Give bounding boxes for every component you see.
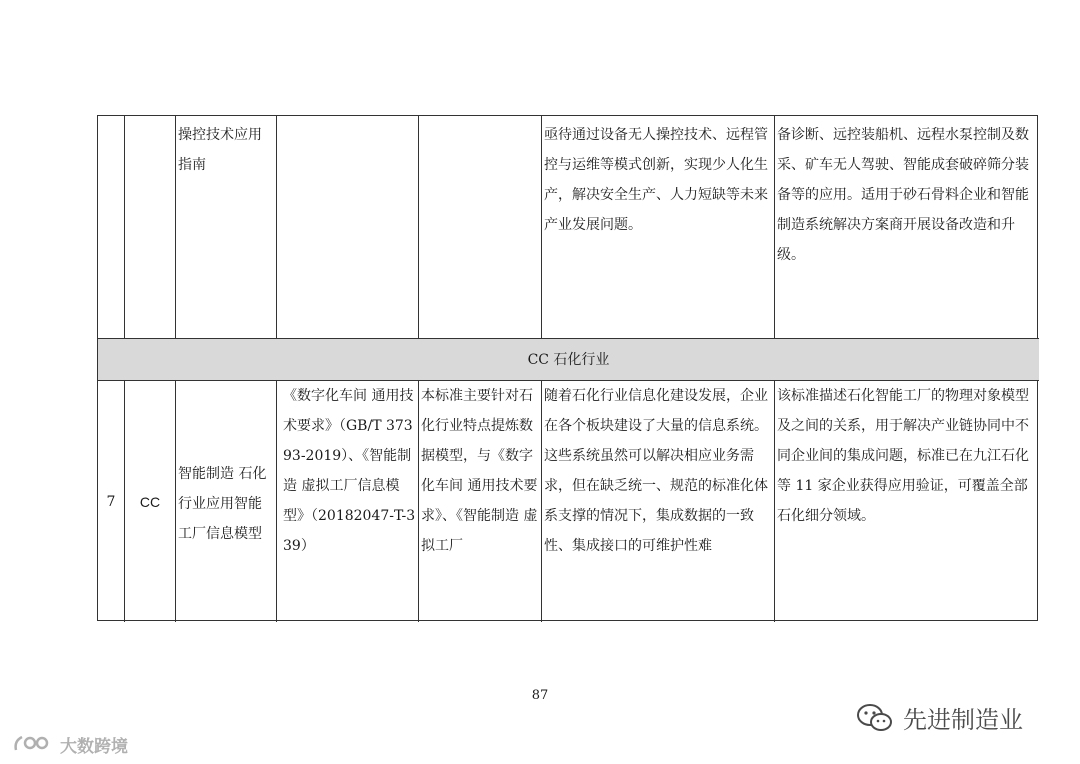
watermark-left-text: 大数跨境 — [60, 737, 128, 757]
watermark-left — [12, 732, 128, 757]
row2-index-cell: 7 — [98, 381, 125, 622]
row2-standard-name-cell: 智能制造 石化行业应用智能工厂信息模型 — [176, 381, 277, 622]
brand-logo-icon — [12, 733, 56, 757]
row2-application-cell: 该标准描述石化智能工厂的物理对象模型及之间的关系，用于解决产业链协同中不同企业间的集成问题，标准已在九江石化等 11 家企业获得应用验证，可覆盖全部石化细分领域。 — [777, 388, 1029, 524]
row1-scope-cell — [419, 116, 542, 339]
page-number: 87 — [531, 688, 549, 703]
row2-scope-cell: 本标准主要针对石化行业特点提炼数据模型，与《数字化车间 通用技术要求》、《智能制造 虚拟工厂 — [419, 381, 542, 622]
row2-necessity-cell: 随着石化行业信息化建设发展，企业在各个板块建设了大量的信息系统。这些系统虽然可以解决相应业务需求，但在缺乏统一、规范的标准化体系支撑的情况下，集成数据的一致性、集成接口的可维护性难 — [542, 381, 775, 622]
row1-related-standards-cell — [277, 116, 419, 339]
row1-necessity-cell: 亟待通过设备无人操控技术、远程管控与运维等模式创新，实现少人化生产，解决安全生产、人力短缺等未来产业发展问题。 — [542, 116, 775, 339]
row1-code-cell — [125, 116, 176, 339]
row1-standard-name-cell: 操控技术应用指南 — [176, 116, 277, 339]
section-header-petrochemical: CC 石化行业 — [98, 339, 1039, 381]
row1-application-cell: 备诊断、远控装船机、远程水泵控制及数采、矿车无人驾驶、智能成套破碎筛分装备等的应用。适用于砂石骨料企业和智能制造系统解决方案商开展设备改造和升级。 — [775, 116, 1039, 339]
watermark-right-text: 先进制造业 — [903, 706, 1023, 734]
row1-index-cell — [98, 116, 125, 339]
row2-code-cell: CC — [125, 381, 176, 622]
row2-related-standards-cell: 《数字化车间 通用技术要求》（GB/T 37393-2019）、《智能制造 虚拟工厂信息模型》（20182047-T-339） — [277, 381, 419, 622]
wechat-icon — [855, 702, 895, 734]
watermark-right — [855, 700, 1023, 735]
standards-table — [97, 115, 1038, 621]
